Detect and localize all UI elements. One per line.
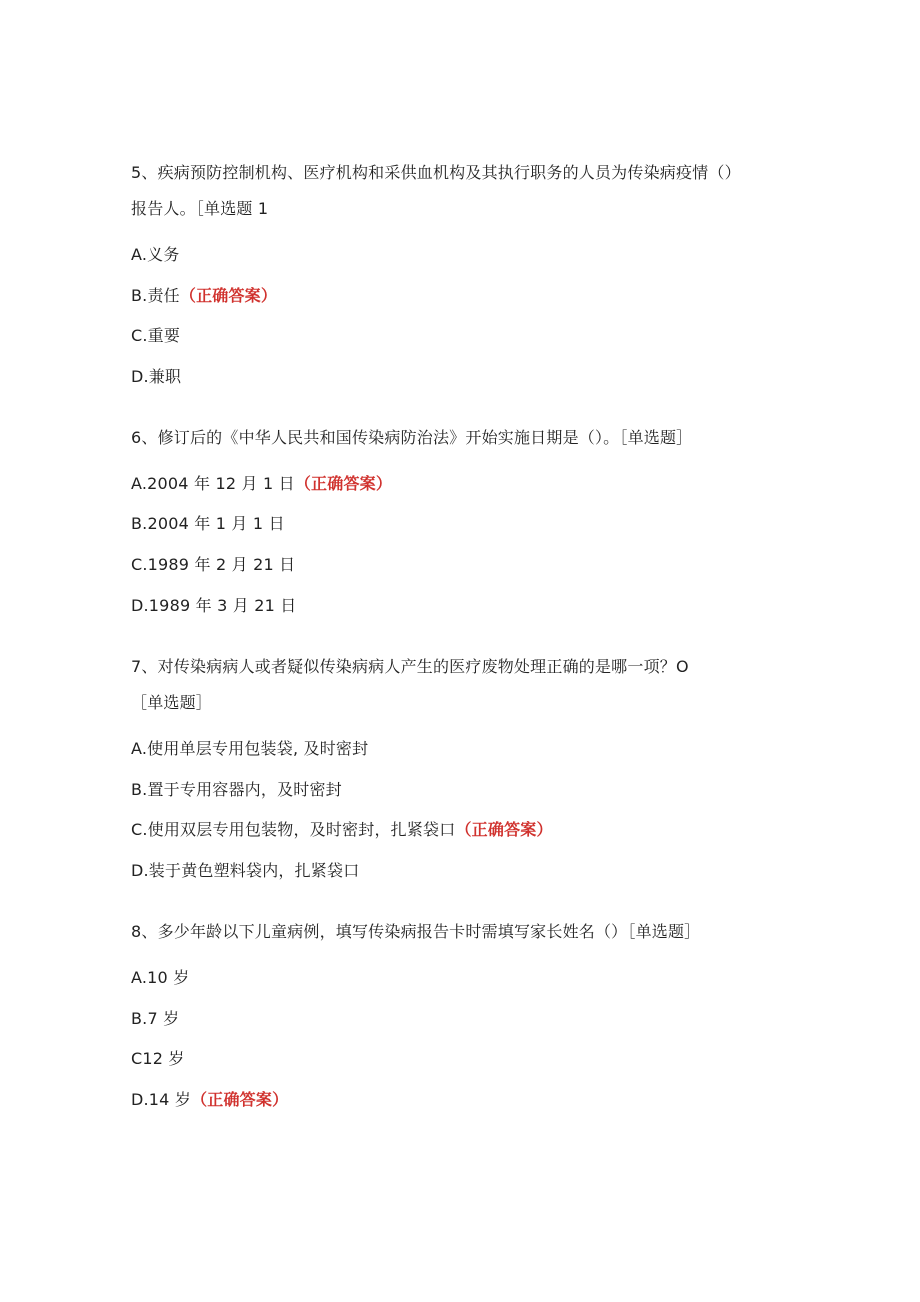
question-8-option-a (131, 968, 860, 988)
option-text: D.14 岁 (131, 1090, 192, 1109)
question-8-stem-line1: 8、多少年龄以下儿童病例，填写传染病报告卡时需填写家长姓名（）［单选题］ (131, 922, 701, 941)
correct-answer-mark: （正确答案） (455, 820, 553, 839)
question-6-option-c (131, 555, 860, 575)
question-7-option-a (131, 739, 860, 759)
option-text: D.1989 年 3 月 21 日 (131, 596, 297, 615)
question-8-option-d (131, 1090, 860, 1110)
question-5-stem-line2: 报告人。［单选题 1 (131, 199, 269, 218)
question-6-option-b (131, 514, 860, 534)
question-6-option-a (131, 474, 860, 494)
option-text: C12 岁 (131, 1049, 185, 1068)
question-7-option-c (131, 820, 860, 840)
question-5-option-b (131, 286, 860, 306)
question-6-option-d (131, 596, 860, 616)
question-5-stem-line1: 5、疾病预防控制机构、医疗机构和采供血机构及其执行职务的人员为传染病疫情（） (131, 163, 741, 182)
question-7-stem-line1: 7、对传染病病人或者疑似传染病病人产生的医疗废物处理正确的是哪一项？O (131, 657, 689, 676)
option-text: B.7 岁 (131, 1009, 180, 1028)
question-8-option-c (131, 1049, 860, 1069)
option-text: C.重要 (131, 326, 181, 345)
question-5-option-a (131, 245, 860, 265)
option-text: B.2004 年 1 月 1 日 (131, 514, 285, 533)
question-5-option-d (131, 367, 860, 387)
option-text: C.使用双层专用包装物，及时密封，扎紧袋口 (131, 820, 456, 839)
option-text: D.兼职 (131, 367, 182, 386)
question-7-stem-line2: ［单选题］ (131, 693, 213, 712)
option-text: A.义务 (131, 245, 180, 264)
option-text: B.责任 (131, 286, 180, 305)
question-7-option-d (131, 861, 860, 881)
question-6-stem-line1: 6、修订后的《中华人民共和国传染病防治法》开始实施日期是（）。［单选题］ (131, 428, 693, 447)
correct-answer-mark: （正确答案） (191, 1090, 289, 1109)
option-text: D.装于黄色塑料袋内，扎紧袋口 (131, 861, 360, 880)
question-7-option-b (131, 780, 860, 800)
option-text: A.10 岁 (131, 968, 190, 987)
correct-answer-mark: （正确答案） (294, 474, 393, 493)
option-text: A.使用单层专用包装袋, 及时密封 (131, 739, 369, 758)
option-text: C.1989 年 2 月 21 日 (131, 555, 296, 574)
option-text: B.置于专用容器内，及时密封 (131, 780, 342, 799)
correct-answer-mark: （正确答案） (179, 286, 278, 305)
question-8-option-b (131, 1009, 860, 1029)
question-5-option-c (131, 326, 860, 346)
option-text: A.2004 年 12 月 1 日 (131, 474, 295, 493)
